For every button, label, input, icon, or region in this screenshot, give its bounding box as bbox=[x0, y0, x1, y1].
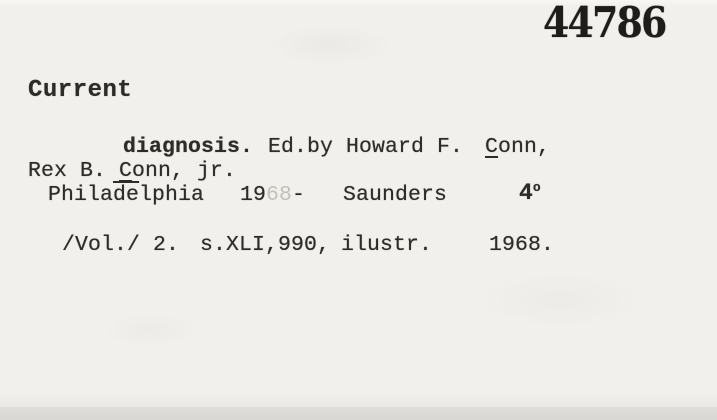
year-faint-digits: 68 bbox=[266, 183, 293, 207]
editor-surname-initial: C bbox=[485, 135, 499, 159]
second-editor-surname-initial: C bbox=[119, 159, 133, 183]
place-pre: Phila bbox=[48, 183, 114, 207]
place-overlined-letters: $\overline{de}$ bbox=[113, 183, 140, 207]
format-superscript-o: o bbox=[532, 180, 541, 195]
year-dash: - bbox=[292, 183, 306, 207]
heading-title-word: Current bbox=[28, 77, 133, 104]
year-strong-digits: 19 bbox=[240, 183, 267, 207]
publication-year bbox=[240, 183, 305, 207]
pagination: s.XLI,990, bbox=[200, 233, 331, 257]
second-editor-surname-rest: onn, jr. bbox=[132, 159, 237, 183]
volume-statement: /Vol./ 2. bbox=[62, 233, 180, 257]
collation-year: 1968. bbox=[489, 233, 555, 257]
book-format bbox=[519, 181, 541, 208]
publisher: Saunders bbox=[343, 183, 448, 207]
publication-place bbox=[48, 183, 204, 207]
format-number: 4 bbox=[519, 180, 533, 206]
title-word: diagnosis. bbox=[123, 135, 254, 159]
editor-surname bbox=[485, 135, 550, 159]
second-editor-given: Rex B. bbox=[28, 159, 120, 183]
edited-by-statement: Ed.by Howard F. bbox=[268, 135, 464, 159]
illustration-note: ilustr. bbox=[341, 233, 433, 257]
card-bottom-edge-shadow bbox=[0, 407, 717, 420]
accession-number-stamp: 44786 bbox=[543, 0, 666, 47]
collation-line bbox=[0, 233, 717, 377]
editor-surname-rest: onn, bbox=[498, 135, 551, 159]
second-editor-name bbox=[28, 159, 236, 183]
place-rest: lphia bbox=[139, 183, 205, 207]
